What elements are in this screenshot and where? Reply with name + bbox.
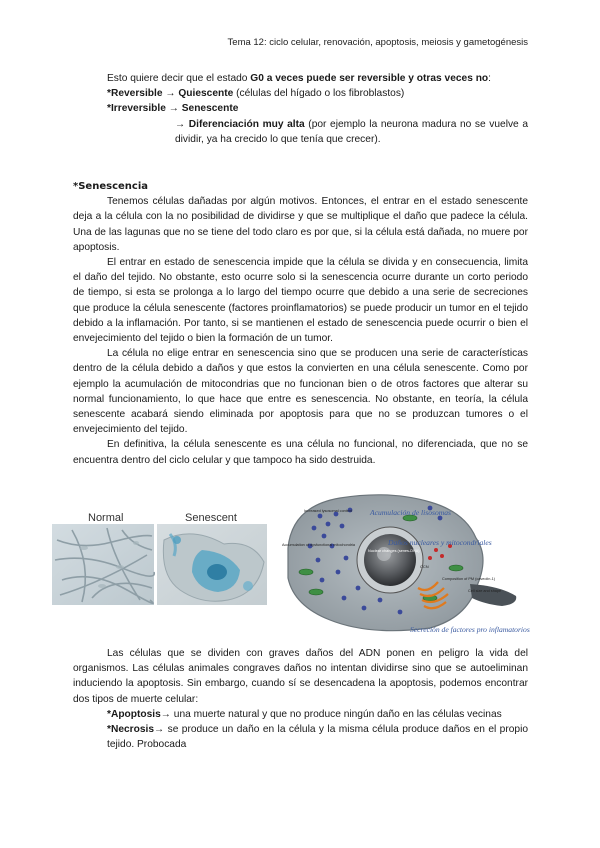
label-nuclear: Nuclear changes (senes-DNA)	[368, 549, 420, 553]
senescencia-title: *Senescencia	[73, 181, 148, 192]
label-mito: Accumulation of dysfunctional mitochondria	[282, 543, 356, 547]
differentiation-line: → Diferenciación muy alta (por ejemplo la neurona madura no se vuelve a dividir, ya ha crecido lo que tenía que crecer).	[175, 118, 528, 145]
reversible-line: *Reversible → Quiescente (células del hígado o los fibroblastos)	[107, 88, 405, 100]
label-lisosomas: Acumulación de lisosomas	[370, 508, 451, 517]
apoptosis-item: *Apoptosis→ una muerte natural y que no produce ningún daño en las células vecinas	[107, 708, 502, 720]
normal-label: Normal	[88, 512, 124, 524]
label-shape: Cell size and shape	[468, 589, 502, 593]
g0-intro: Esto quiere decir que el estado G0 a veces puede ser reversible y otras veces no:	[107, 73, 491, 84]
irreversible-line: *Irreversible → Senescente	[107, 103, 239, 115]
apoptosis-section	[73, 646, 528, 752]
label-ccn: CCN	[420, 564, 429, 569]
page-header: Tema 12: ciclo celular, renovación, apoptosis, meiosis y gametogénesis	[227, 37, 528, 48]
senescencia-paragraph-4: En definitiva, la célula senescente es una célula no funcional, no diferenciada, que no se encuentra dentro del ciclo celular y que tampoco ha sido destruida.	[73, 439, 528, 466]
necrosis-item: *Necrosis→ se produce un daño en la célula y la misma célula produce daños en el propio tejido. Probocada	[107, 724, 528, 751]
senescencia-paragraph-3: La célula no elige entrar en senescencia sino que se producen una serie de características dentro de la célula debido a daños y que estos la convierten en una célula senescente. Como por ejemplo la acumulación de mitocondrias que no funcionan bien o de otros factores que alterar su normal funcionamiento, lo que hace que entre es senescencia. No obstante, en teoría, la célula senescente acabará siendo eliminada por apoptosis para que no se produzcan tumores o el envejecimiento del tejido.	[73, 348, 528, 436]
label-lysosomal: Increased lysosomal content	[304, 509, 353, 513]
senescencia-paragraph-1: Tenemos células dañadas por algún motivos. Entonces, el entrar en el estado senescente deja a la célula con la no posibilidad de dividirse y que se multiplique el daño que padece la célula. Una de las lagunas que no se tiene del todo claro es por que, si la célula está dañada, no muere por apoptosis.	[73, 196, 528, 253]
label-secrecion: Secreción de factores pro inflamatorios	[410, 625, 530, 634]
label-caveolin: Composition of PM (caveolin-1)	[442, 577, 495, 581]
senescent-label: Senescent	[185, 512, 237, 524]
g0-section	[73, 71, 528, 147]
senescencia-section	[73, 179, 528, 468]
cell-shape-protrusion	[470, 584, 516, 606]
apoptosis-paragraph: Las células que se dividen con graves daños del ADN ponen en peligro la vida del organismos. Las células animales congraves daños no intentan dividirse sino que se autoeliminan induciendo la apoptosis. Sin embargo, cuando sí se desencadena la apoptosis, podemos encontrar dos tipos de muerte celular:	[73, 648, 528, 705]
senescent-cell-diagram	[280, 488, 538, 636]
label-danos: Daños nucleares y mitocondriales	[388, 538, 492, 547]
senescencia-paragraph-2: El entrar en estado de senescencia impide que la célula se divida y en consecuencia, limita el daño del tejido. No obstante, esto ocurre solo si la senescencia ocurre durante un corto periodo de tiempo, si esta se prolonga a lo largo del tiempo ocurre que debido a una serie de secreciones que produce la célula senescente (factores proinflamatorios) se puede producir un tumor en el tejido debido a la inflamación. Por tanto, si se mantienen el estado de senescencia puede ocurrir o bien el envejecimiento del tejido o bien la formación de un tumor.	[73, 257, 528, 345]
microscopy-figure	[52, 510, 267, 605]
